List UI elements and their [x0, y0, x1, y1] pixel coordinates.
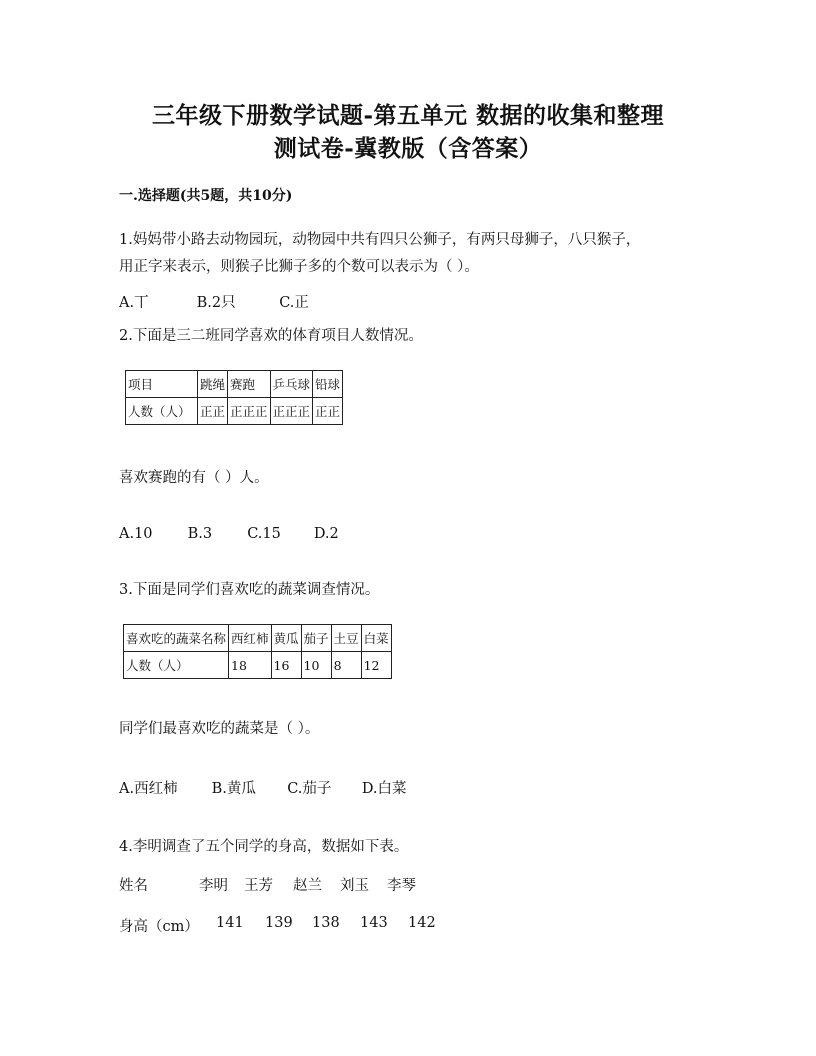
heights-label: 身高（cm）	[119, 919, 199, 935]
table-cell: 10	[301, 652, 331, 679]
table-cell: 8	[331, 652, 361, 679]
table-cell: 16	[271, 652, 301, 679]
sports-table	[125, 370, 343, 425]
vegetables-table	[123, 624, 392, 679]
student-height: 142	[408, 915, 436, 931]
table-row	[126, 371, 343, 398]
question-2-options	[119, 526, 339, 542]
names-label: 姓名	[119, 878, 148, 894]
question-1-line1: 1.妈妈带小路去动物园玩，动物园中共有四只公狮子，有两只母狮子，八只猴子，	[119, 232, 641, 248]
table-cell: 黄瓜	[271, 625, 301, 652]
question-3-prompt: 同学们最喜欢吃的蔬菜是（ ）。	[119, 721, 320, 737]
table-cell: 跳绳	[198, 371, 228, 398]
table-cell: 人数（人）	[126, 398, 198, 425]
document-title-line1: 三年级下册数学试题-第五单元 数据的收集和整理	[151, 102, 665, 129]
student-height: 143	[360, 915, 388, 931]
section-heading: 一.选择题(共5题，共10分)	[119, 188, 293, 204]
table-cell: 茄子	[301, 625, 331, 652]
table-cell: 铅球	[313, 371, 343, 398]
question-2: 2.下面是三二班同学喜欢的体育项目人数情况。	[119, 328, 423, 344]
table-cell: 乒乓球	[270, 371, 313, 398]
table-cell: 土豆	[331, 625, 361, 652]
student-height: 141	[216, 915, 244, 931]
student-name: 王芳	[244, 878, 273, 894]
table-row	[126, 398, 343, 425]
table-cell: 人数（人）	[124, 652, 229, 679]
option-d: D.2	[313, 526, 339, 542]
table-cell: 正正	[198, 398, 228, 425]
option-b: B.黄瓜	[211, 781, 256, 797]
table-cell: 18	[229, 652, 272, 679]
question-2-prompt: 喜欢赛跑的有（ ）人。	[119, 470, 269, 486]
question-1-options	[119, 291, 309, 312]
option-a: A.西红柿	[119, 781, 178, 797]
option-c: C.茄子	[287, 781, 332, 797]
table-cell: 正正正	[270, 398, 313, 425]
option-c: C.15	[247, 526, 281, 542]
option-a: A.10	[119, 526, 153, 542]
table-cell: 正正正	[228, 398, 271, 425]
table-cell: 正正	[313, 398, 343, 425]
question-3: 3.下面是同学们喜欢吃的蔬菜调查情况。	[119, 582, 380, 598]
student-name: 刘玉	[340, 878, 369, 894]
table-row	[124, 625, 392, 652]
table-cell: 白菜	[361, 625, 391, 652]
question-3-options	[119, 777, 407, 798]
question-4: 4.李明调查了五个同学的身高，数据如下表。	[119, 839, 409, 855]
student-name: 赵兰	[293, 878, 322, 894]
option-b: B.3	[187, 526, 213, 542]
table-cell: 12	[361, 652, 391, 679]
table-cell: 西红柿	[229, 625, 272, 652]
question-1-line2: 用正字来表示，则猴子比狮子多的个数可以表示为（ ）。	[119, 259, 479, 275]
table-cell: 赛跑	[228, 371, 271, 398]
table-cell: 项目	[126, 371, 198, 398]
question-1	[119, 227, 699, 281]
student-name: 李明	[199, 878, 228, 894]
student-height: 138	[312, 915, 340, 931]
student-height: 139	[265, 915, 293, 931]
document-title-line2: 测试卷-冀教版（含答案）	[273, 135, 543, 162]
option-d: D.白菜	[361, 781, 407, 797]
option-b: B.2只	[196, 295, 236, 311]
table-cell: 喜欢吃的蔬菜名称	[124, 625, 229, 652]
student-name: 李琴	[387, 878, 416, 894]
option-c: C.正	[279, 295, 309, 311]
table-row	[124, 652, 392, 679]
option-a: A.丅	[119, 295, 149, 311]
